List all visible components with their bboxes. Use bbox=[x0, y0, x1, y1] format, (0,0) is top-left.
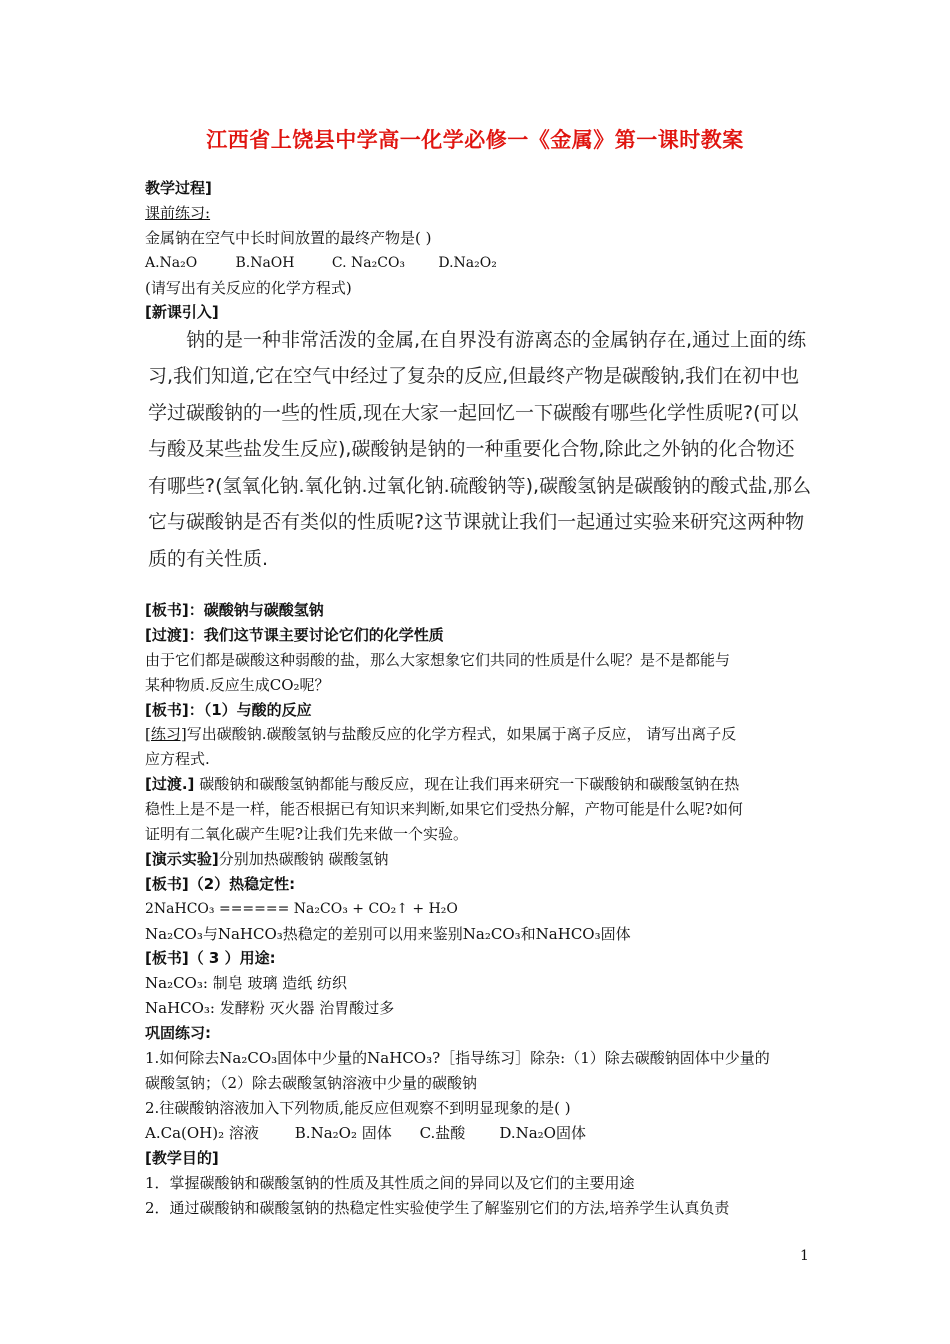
option-b: B.NaOH bbox=[235, 255, 295, 271]
intro-line: 它与碳酸钠是否有类似的性质呢?这节课就让我们一起通过实验来研究这两种物 bbox=[148, 511, 805, 533]
goal-2: 2．通过碳酸钠和碳酸氢钠的热稳定性实验使学生了解鉴别它们的方法,培养学生认真负责 bbox=[145, 1199, 730, 1217]
intro-line: 有哪些?(氢氧化钠.氧化钠.过氧化钠.硫酸钠等),碳酸氢钠是碳酸钠的酸式盐,那么 bbox=[148, 475, 812, 497]
transition-2-text: 碳酸钠和碳酸氢钠都能与酸反应，现在让我们再来研究一下碳酸钠和碳酸氢钠在热 bbox=[194, 775, 740, 793]
intro-line: 学过碳酸钠的一些的性质,现在大家一起回忆一下碳酸有哪些化学性质呢?(可以 bbox=[148, 402, 799, 424]
goal-heading: [教学目的] bbox=[145, 1149, 219, 1167]
document-title: 江西省上饶县中学高一化学必修一《金属》第一课时教案 bbox=[206, 128, 744, 152]
transition-2-line bbox=[145, 774, 739, 794]
intro-line: 与酸及某些盐发生反应),碳酸钠是钠的一种重要化合物,除此之外钠的化合物还 bbox=[148, 438, 795, 460]
question-1: 金属钠在空气中长时间放置的最终产物是( ) bbox=[145, 229, 432, 247]
exercise-2-options bbox=[145, 1123, 586, 1143]
demo-text: 分别加热碳酸钠 碳酸氢钠 bbox=[218, 850, 389, 868]
transition-2-text-cont: 证明有二氧化碳产生呢?让我们先来做一个实验。 bbox=[145, 825, 469, 843]
question-1-note: (请写出有关反应的化学方程式) bbox=[145, 279, 352, 297]
page-number: 1 bbox=[800, 1248, 809, 1264]
chemical-equation: 2NaHCO₃ ====== Na₂CO₃ + CO₂↑ + H₂O bbox=[145, 901, 458, 917]
option-c: C. Na₂CO₃ bbox=[331, 255, 406, 271]
question-1-options bbox=[145, 253, 497, 273]
board-heading-1: [板书]：碳酸钠与碳酸氢钠 bbox=[145, 601, 324, 619]
option-c: C.盐酸 bbox=[419, 1124, 466, 1142]
use-sodium-bicarbonate: NaHCO₃: 发酵粉 灭火器 治胃酸过多 bbox=[145, 999, 395, 1017]
consolidate-heading: 巩固练习: bbox=[145, 1024, 211, 1042]
transition-1: [过渡]：我们这节课主要讨论它们的化学性质 bbox=[145, 626, 444, 644]
option-a: A.Na₂O bbox=[145, 255, 198, 271]
practice-text-cont: 应方程式. bbox=[145, 750, 210, 768]
practice-text: 写出碳酸钠.碳酸氢钠与盐酸反应的化学方程式，如果属于离子反应， 请写出离子反 bbox=[186, 725, 737, 743]
intro-heading: [新课引入] bbox=[145, 303, 219, 321]
intro-line: 质的有关性质. bbox=[148, 548, 269, 570]
exercise-1: 1.如何除去Na₂CO₃固体中少量的NaHCO₃?［指导练习］除杂:（1）除去碳酸钠固体中少量的 bbox=[145, 1049, 770, 1067]
board-heading-3: [板书]（2）热稳定性: bbox=[145, 875, 296, 893]
use-sodium-carbonate: Na₂CO₃: 制皂 玻璃 造纸 纺织 bbox=[145, 974, 347, 992]
demo-line bbox=[145, 849, 389, 869]
goal-1: 1．掌握碳酸钠和碳酸氢钠的性质及其性质之间的异同以及它们的主要用途 bbox=[145, 1174, 635, 1192]
board-heading-4: [板书]（ 3 ）用途: bbox=[145, 949, 276, 967]
option-b: B.Na₂O₂ 固体 bbox=[294, 1124, 392, 1142]
option-a: A.Ca(OH)₂ 溶液 bbox=[145, 1124, 259, 1142]
exercise-1-cont: 碳酸氢钠；（2）除去碳酸氢钠溶液中少量的碳酸钠 bbox=[145, 1074, 478, 1092]
transition-2-text-cont: 稳性上是不是一样，能否根据已有知识来判断,如果它们受热分解，产物可能是什么呢?如何 bbox=[145, 800, 743, 818]
demo-label: [演示实验] bbox=[145, 850, 219, 868]
transition-1-text: 由于它们都是碳酸这种弱酸的盐，那么大家想象它们共同的性质是什么呢？是不是都能与 bbox=[145, 651, 731, 669]
process-heading: 教学过程] bbox=[145, 179, 212, 197]
practice-line bbox=[145, 724, 736, 744]
intro-line: 钠的是一种非常活泼的金属,在自界没有游离态的金属钠存在,通过上面的练 bbox=[186, 329, 807, 351]
exercise-2: 2.往碳酸钠溶液加入下列物质,能反应但观察不到明显现象的是( ) bbox=[145, 1099, 571, 1117]
stability-note: Na₂CO₃与NaHCO₃热稳定的差别可以用来鉴别Na₂CO₃和NaHCO₃固体 bbox=[145, 925, 631, 943]
option-d: D.Na₂O固体 bbox=[499, 1124, 586, 1142]
transition-2-label: [过渡.] bbox=[145, 775, 195, 793]
board-heading-2: [板书]：（1）与酸的反应 bbox=[145, 701, 312, 719]
pre-class-label: 课前练习: bbox=[145, 204, 211, 222]
option-d: D.Na₂O₂ bbox=[438, 255, 497, 271]
intro-line: 习,我们知道,它在空气中经过了复杂的反应,但最终产物是碳酸钠,我们在初中也 bbox=[148, 365, 800, 387]
transition-1-text: 某种物质.反应生成CO₂呢？ bbox=[145, 676, 330, 694]
practice-label: [练习] bbox=[145, 725, 187, 743]
